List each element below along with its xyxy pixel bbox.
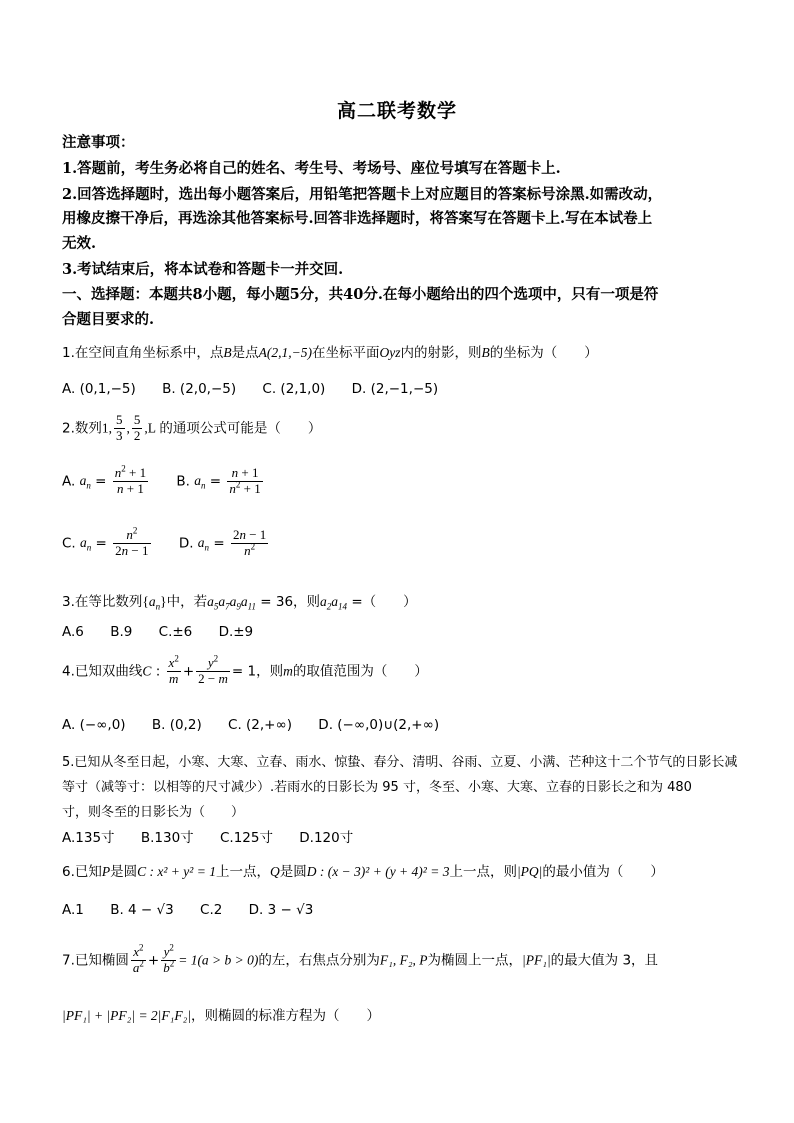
question-1-options — [62, 381, 460, 397]
question-7-line-2: |PF₁| + |PF₂| = 2|F₁F₂|，则椭圆的标准方程为（ ） — [62, 1008, 380, 1024]
question-4: 4.已知双曲线C : $\frac{x^2}{m}$ + $\frac{y^2}{2 - m}$ = 1，则m的取值范围为（ ） — [62, 653, 428, 686]
question-3-options — [62, 624, 275, 640]
option-d[interactable]: D.±9 — [218, 624, 254, 640]
option-c[interactable]: C.125寸 — [219, 830, 273, 846]
question-2-options-ab — [62, 463, 287, 497]
option-b[interactable]: B. (0,2) — [151, 717, 202, 733]
option-b[interactable]: B. (2,0,−5) — [162, 381, 237, 397]
option-a[interactable]: A. (−∞,0) — [62, 717, 126, 733]
question-5-line-2: 等寸（减等寸：以相等的尺寸减少）.若雨水的日影长为 95 寸，冬至、小寒、大寒、立春的日影长之和为 480 — [62, 780, 692, 795]
notice-heading: 注意事项： — [62, 134, 135, 151]
option-a[interactable]: A.6 — [62, 624, 84, 640]
option-a[interactable]: A.135寸 — [62, 830, 115, 846]
question-3: 3.在等比数列$\{a_n\}$中，若$a_5a_7a_9a_{11} = 36$，则$a_2a_{14}$ =（ ） — [62, 594, 417, 612]
notice-item-3: 3.考试结束后，将本试卷和答题卡一并交回. — [62, 261, 344, 278]
question-4-options — [62, 717, 461, 733]
option-a[interactable]: A. $a_n$ = $\frac{n^2 + 1}{n + 1}$ — [62, 463, 147, 496]
notice-item-2b: 用橡皮擦干净后，再选涂其他答案标号.回答非选择题时，将答案写在答题卡上.写在本试卷上 — [62, 210, 653, 227]
notice-item-1: 1.答题前，考生务必将自己的姓名、考生号、考场号、座位号填写在答题卡上. — [62, 160, 561, 177]
section-heading-2: 合题目要求的. — [62, 311, 155, 328]
notice-item-2c: 无效. — [62, 235, 97, 252]
option-d[interactable]: D. (2,−1,−5) — [351, 381, 439, 397]
question-2: 2.数列1, $\frac{5}{3}$ , $\frac{5}{2}$ ,L 的通项公式可能是（ ） — [62, 412, 322, 443]
option-d[interactable]: D. (−∞,0)∪(2,+∞) — [318, 717, 440, 733]
notice-item-2a: 2.回答选择题时，选出每小题答案后，用铅笔把答题卡上对应题目的答案标号涂黑.如需改动， — [62, 186, 663, 203]
option-c[interactable]: C.±6 — [158, 624, 193, 640]
page-title: 高二联考数学 — [336, 100, 457, 122]
question-6: 6.已知P是圆C : x² + y² = 1上一点，Q是圆D : (x − 3)² + (y + 4)² = 3上一点，则|PQ|的最小值为（ ） — [62, 864, 664, 880]
option-b[interactable]: B. 4 − √3 — [110, 902, 174, 918]
option-a[interactable]: A.1 — [62, 902, 84, 918]
option-c[interactable]: C. (2,+∞) — [228, 717, 292, 733]
option-b[interactable]: B.130寸 — [140, 830, 194, 846]
question-1: 1.在空间直角坐标系中，点B是点A(2,1,−5)在坐标平面Oyz内的射影，则B的坐标为（ ） — [62, 345, 598, 361]
question-5-line-1: 5.已知从冬至日起，小寒、大寒、立春、雨水、惊蛰、春分、清明、谷雨、立夏、小满、芒种这十二个节气的日影长减 — [62, 755, 738, 770]
section-heading-1: 一、选择题：本题共8小题，每小题5分，共40分.在每小题给出的四个选项中，只有一项是符 — [62, 286, 659, 303]
question-5-options — [62, 826, 375, 846]
option-c[interactable]: C. (2,1,0) — [262, 381, 326, 397]
option-d[interactable]: D.120寸 — [299, 830, 354, 846]
option-a[interactable]: A. (0,1,−5) — [62, 381, 136, 397]
option-b[interactable]: B.9 — [110, 624, 133, 640]
question-7: 7.已知椭圆 $\frac{x^2}{a^2}$ + $\frac{y^2}{b^2}$ = 1(a > b > 0)的左，右焦点分别为F₁, F₂, P为椭圆上一点，|PF₁|的最大值为 3，且 — [62, 942, 659, 975]
question-2-options-cd — [62, 525, 292, 559]
option-b[interactable]: B. $a_n$ = $\frac{n + 1}{n^2 + 1}$ — [176, 465, 261, 496]
question-6-options — [62, 902, 335, 918]
option-d[interactable]: D. $a_n$ = $\frac{2n - 1}{n^2}$ — [178, 527, 267, 558]
option-d[interactable]: D. 3 − √3 — [248, 902, 314, 918]
question-5-line-3: 寸，则冬至的日影长为（ ） — [62, 805, 245, 820]
option-c[interactable]: C. $a_n$ = $\frac{n^2}{2n - 1}$ — [62, 525, 149, 558]
option-c[interactable]: C.2 — [200, 902, 223, 918]
